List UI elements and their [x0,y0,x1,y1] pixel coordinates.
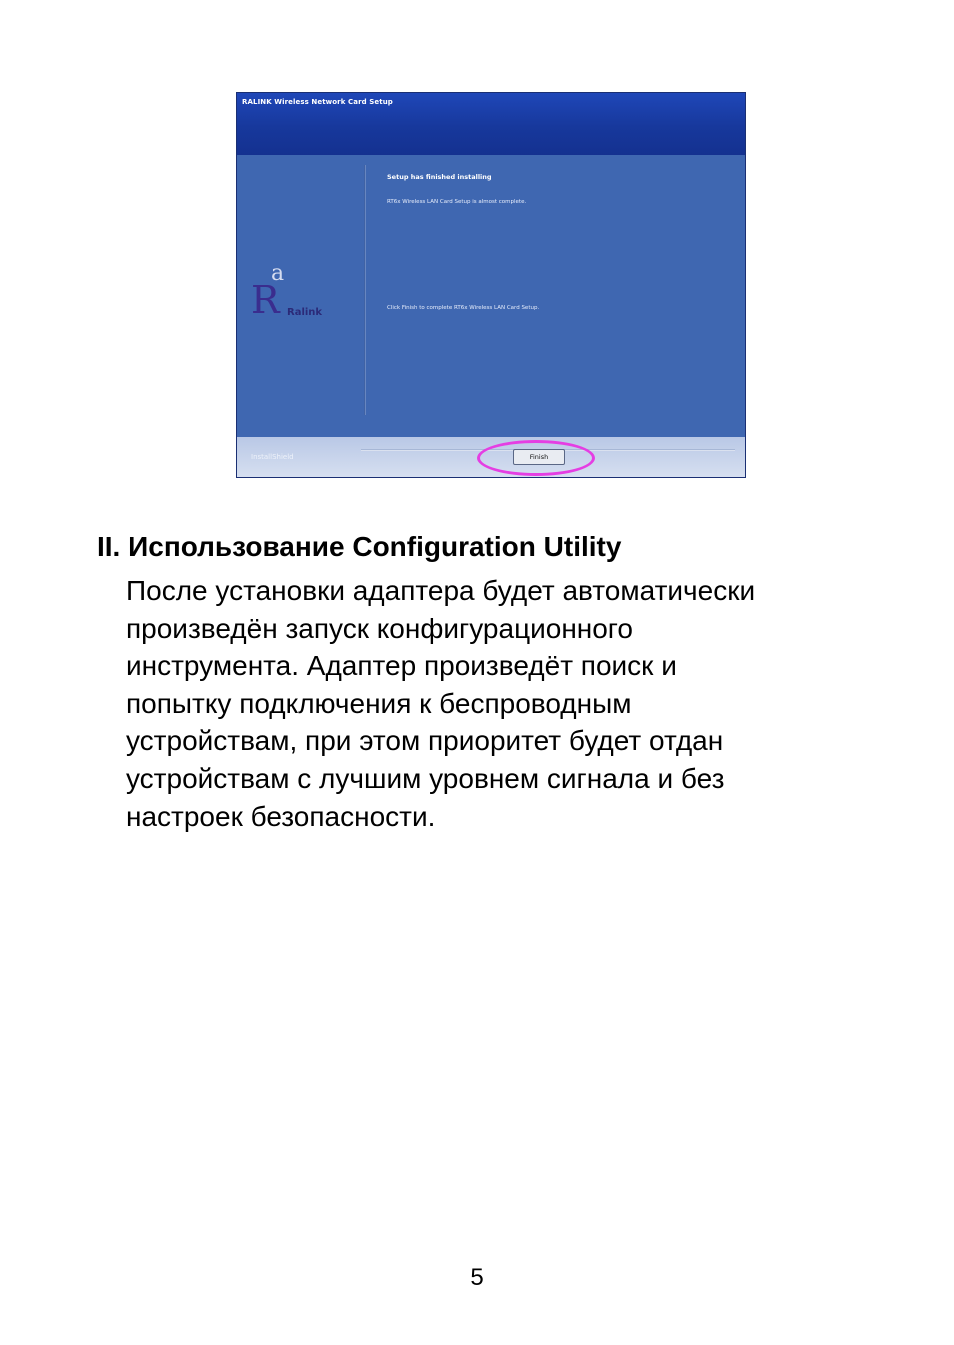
setup-almost-complete-text: RT6x Wireless LAN Card Setup is almost complete. [387,199,527,205]
paragraph-line: После установки адаптера будет автоматически [126,575,756,606]
installshield-label: InstallShield [251,453,294,461]
installer-window-title: RALINK Wireless Network Card Setup [242,98,393,106]
logo-mark: R [251,278,280,322]
logo-text: Ralink [287,307,323,318]
installer-titlebar [237,93,745,155]
finish-instruction-text: Click Finish to complete RT6x Wireless LAN Card Setup. [387,305,540,311]
section-paragraph [126,572,906,835]
paragraph-line: произведён запуск конфигурационного [126,612,633,644]
finish-button[interactable]: Finish [513,449,565,465]
paragraph-line: настроек безопасности. [126,800,436,832]
installer-button-bar [237,437,745,477]
paragraph-line: попытку подключения к беспроводным [126,687,632,719]
installer-screenshot [236,92,746,478]
ralink-logo [251,261,361,331]
logo-mark-small: a [271,261,285,286]
section-heading: II. Использование Configuration Utility [97,531,622,562]
paragraph-line: инструмента. Адаптер произведёт поиск и [126,650,677,682]
paragraph-line: устройствам с лучшим уровнем сигнала и без [126,762,725,794]
page-number: 5 [470,1264,484,1291]
paragraph-line: устройствам, при этом приоритет будет отдан [126,725,724,757]
installer-divider [364,165,366,415]
setup-finished-heading: Setup has finished installing [387,173,492,181]
installer-body [237,155,745,437]
